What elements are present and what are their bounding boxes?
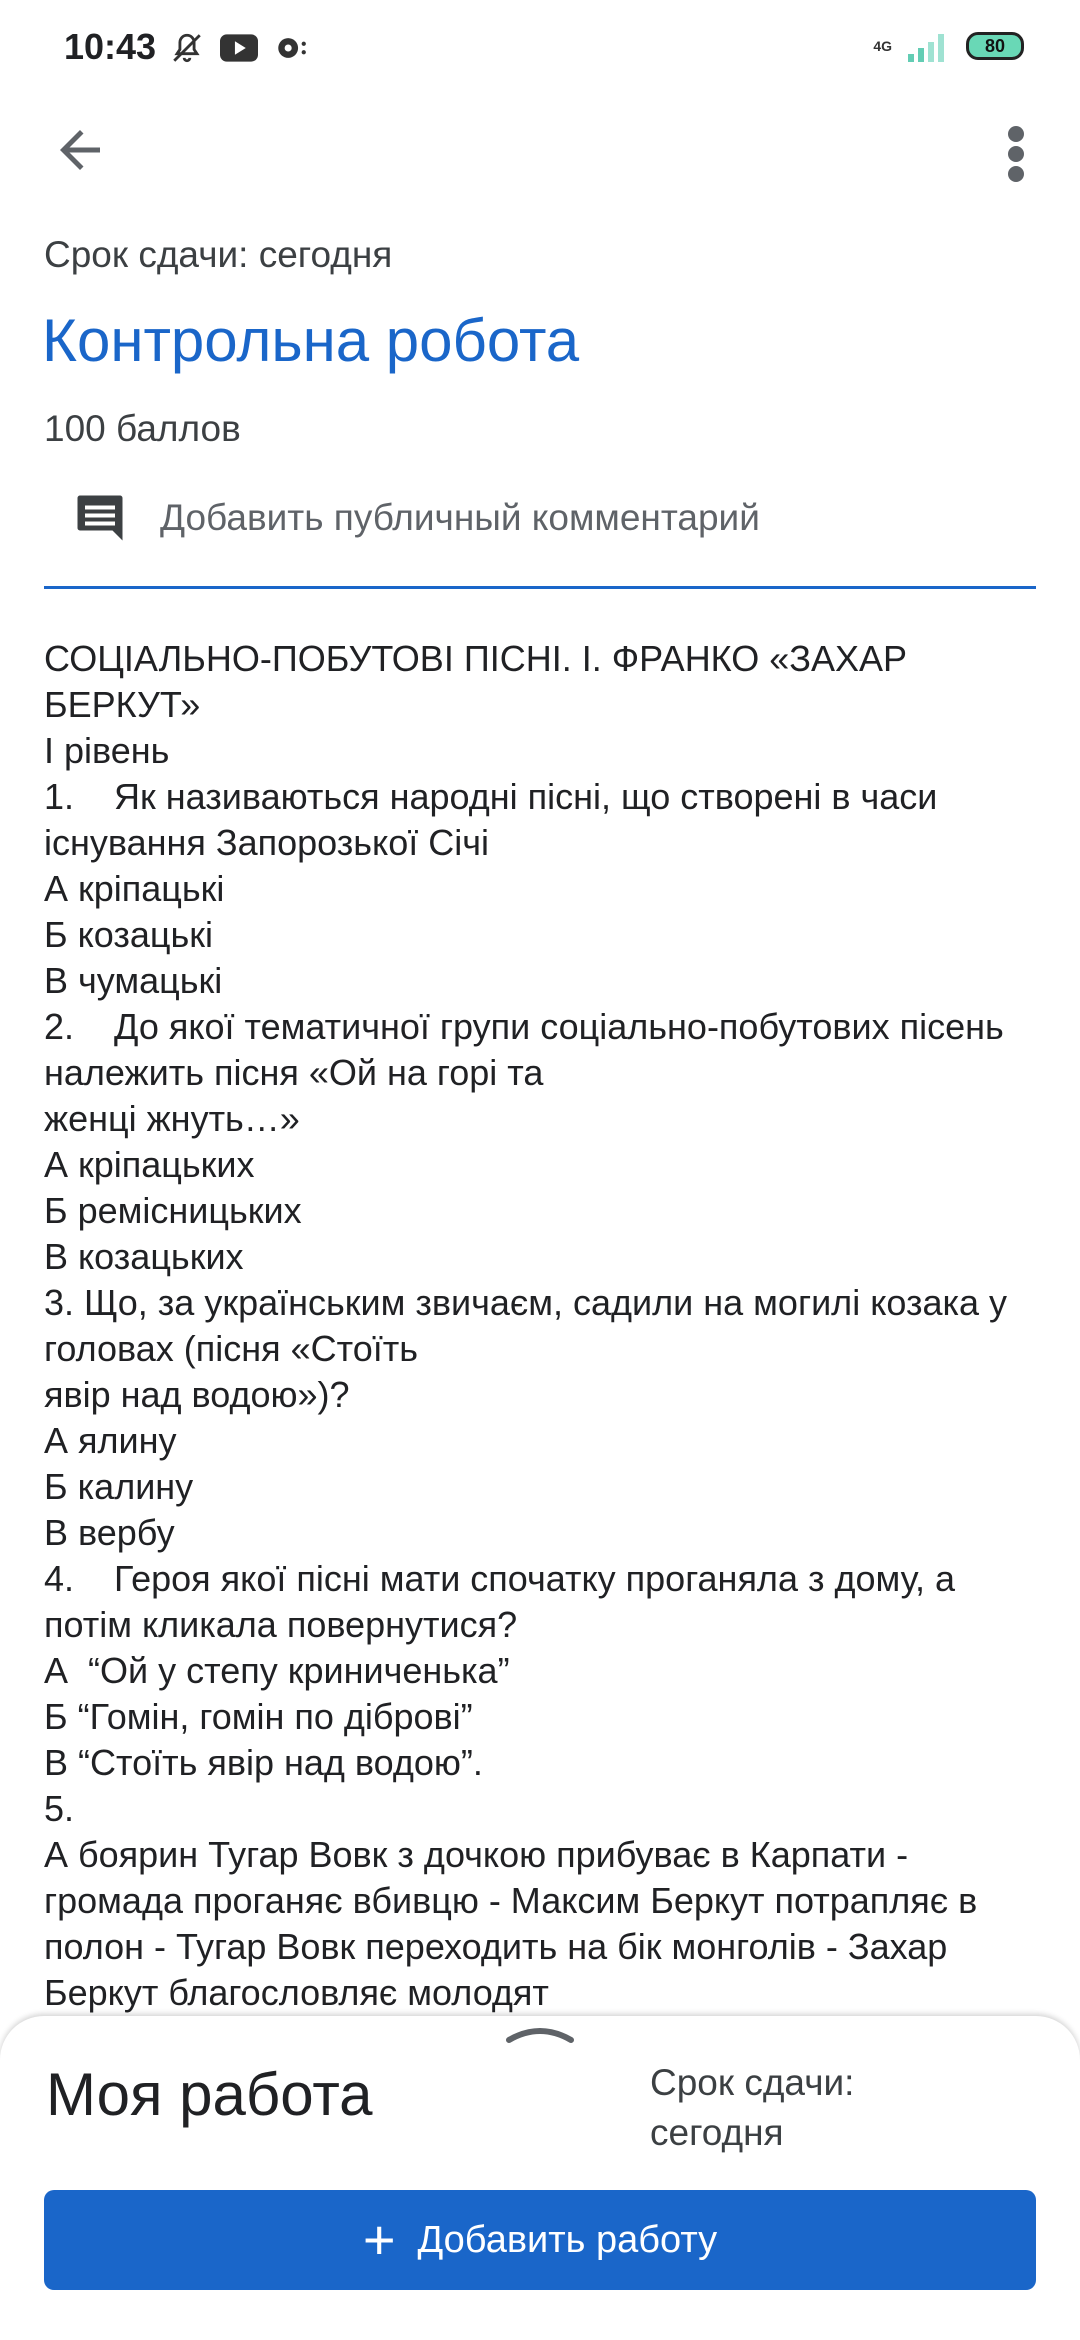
add-comment-button[interactable] bbox=[70, 488, 760, 548]
divider bbox=[44, 586, 1036, 589]
my-work-title: Моя работа bbox=[46, 2061, 373, 2128]
due-date: Срок сдачи: сегодня bbox=[44, 234, 393, 275]
assignment-points: 100 баллов bbox=[44, 408, 241, 449]
youtube-icon bbox=[220, 33, 258, 63]
assignment-title: Контрольна робота bbox=[42, 307, 580, 374]
plus-icon: + bbox=[362, 2208, 396, 2271]
network-type: 4G bbox=[873, 38, 892, 54]
status-notification-icons bbox=[170, 28, 308, 68]
back-button[interactable] bbox=[50, 120, 110, 180]
comment-icon bbox=[70, 488, 130, 548]
battery-indicator: 80 bbox=[966, 32, 1024, 60]
add-work-label: Добавить работу bbox=[417, 2218, 718, 2261]
chevron-up-icon[interactable] bbox=[505, 2018, 575, 2048]
vpn-key-icon bbox=[274, 31, 308, 65]
status-time: 10:43 bbox=[64, 26, 157, 67]
mute-icon bbox=[170, 31, 204, 65]
status-system-icons bbox=[873, 30, 1024, 62]
signal-icon bbox=[906, 30, 952, 62]
comment-label: Добавить публичный комментарий bbox=[160, 497, 760, 538]
add-work-button[interactable] bbox=[44, 2190, 1036, 2290]
assignment-description: СОЦІАЛЬНО-ПОБУТОВІ ПІСНІ. І. ФРАНКО «ЗАХАР БЕРКУТ» І рівень 1. Як називаються народні пісні, що створені в часи існування Запорозької Січі А кріпацькі Б козацькі В чумацькі 2. До якої тематичної групи соціально-побутових пісень належить пісня «Ой на горі та женці жнуть…» А кріпацьких Б ремісницьких В козацьких 3. Що, за українським звичаєм, садили на могилі козака у головах (пісня «Стоїть явір над водою»)? А ялину Б калину В вербу 4. Героя якої пісні мати спочатку проганяла з дому, а потім кликала повернутися? А “Ой у степу криниченька” Б “Гомін, гомін по діброві” В “Стоїть явір над водою”. 5. А боярин Тугар Вовк з дочкою прибуває в Карпати - громада проганяє вбивцю - Максим Беркут потрапляє в полон - Тугар Вовк переходить на бік монголів - Захар Беркут благословляє молодят bbox=[44, 638, 1008, 2013]
sheet-due-date: Срок сдачи: сегодня bbox=[650, 2062, 855, 2153]
status-bar bbox=[0, 0, 1080, 96]
more-options-button[interactable] bbox=[996, 124, 1036, 184]
